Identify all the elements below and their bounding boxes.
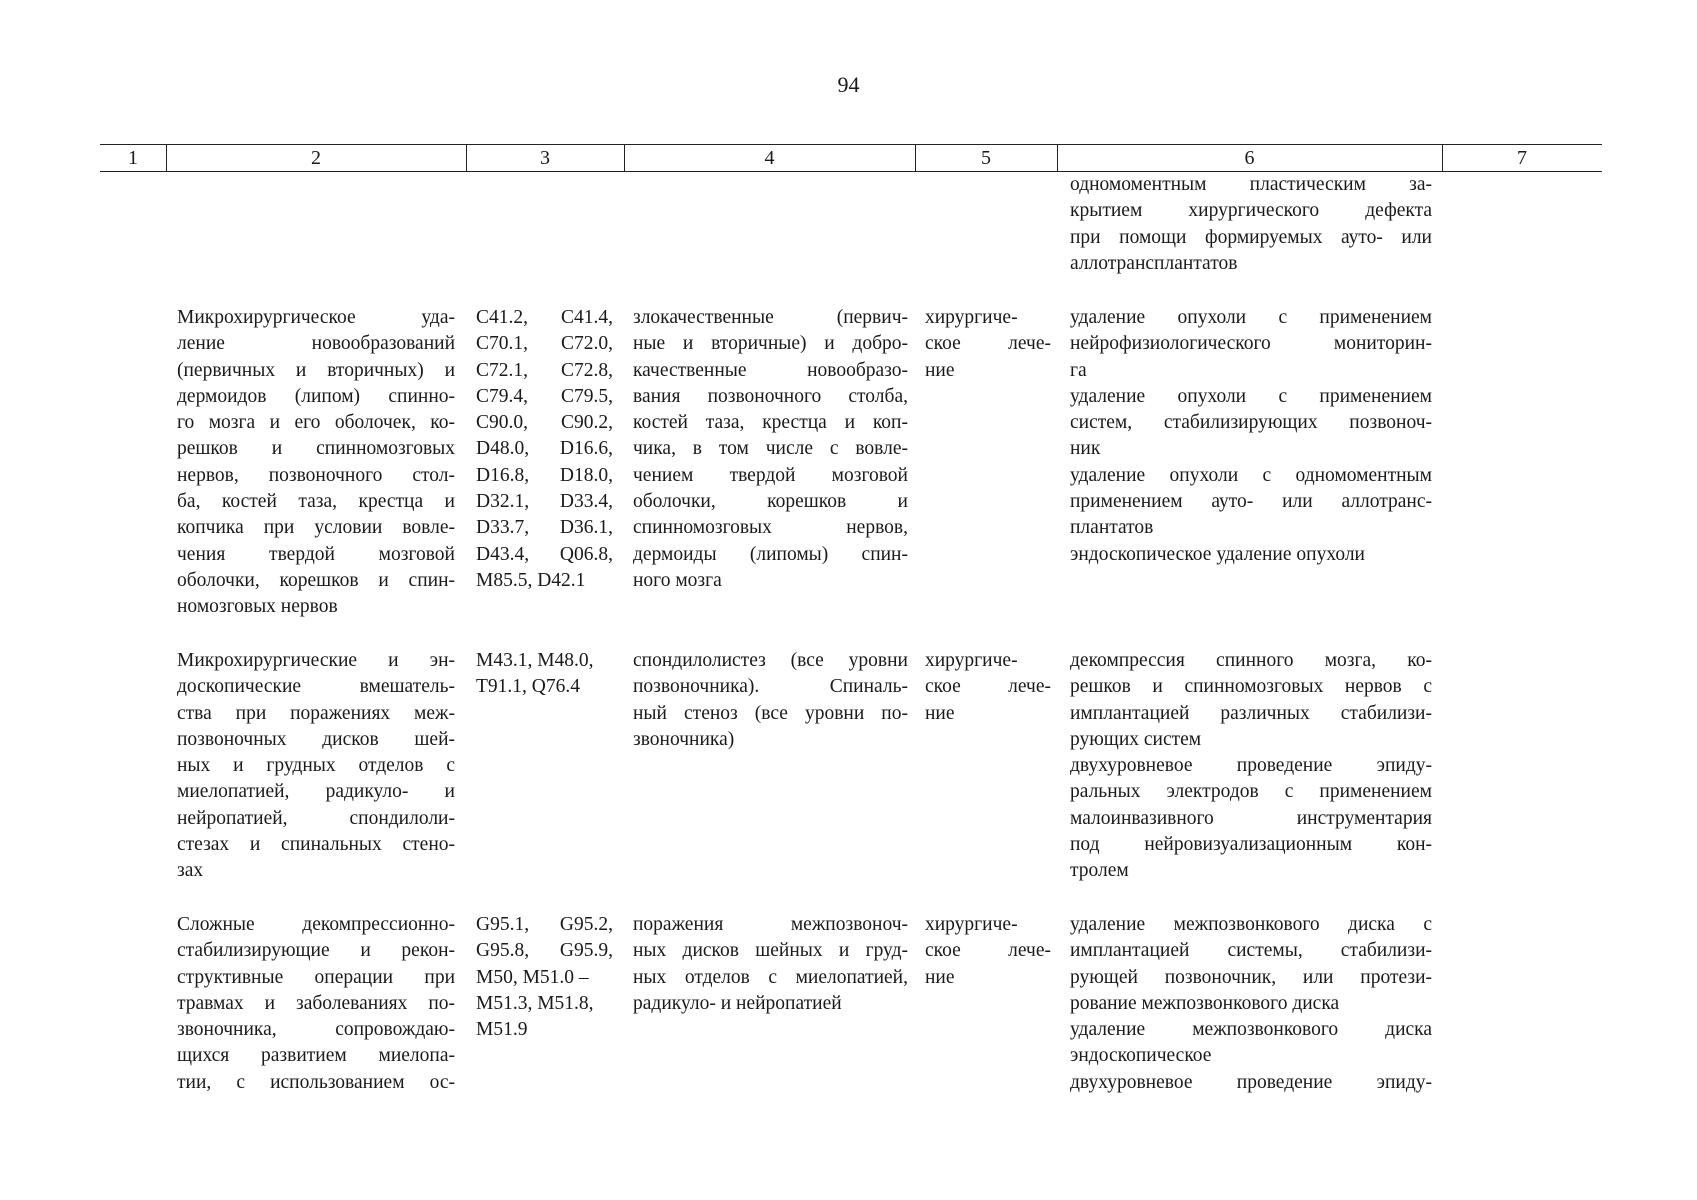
continuation-method-cell: [1070, 172, 1432, 277]
cell-line: структивные операции при: [177, 966, 455, 988]
cell-line: щихся развитием миелопа-: [177, 1045, 455, 1067]
cell-line: D48.0, D16.6,: [476, 438, 613, 460]
cell-line: эндоскопическое удаление опухоли: [1070, 543, 1365, 565]
cell-line: одномоментным пластическим за-: [1070, 174, 1432, 195]
row2-codes-cell: [476, 648, 613, 701]
cell-line: при помощи формируемых ауто- или: [1070, 226, 1432, 248]
cell-line: ское лече-: [925, 940, 1051, 962]
row1-method-cell: [1070, 305, 1432, 568]
row2-treatment-type-cell: [925, 648, 1051, 727]
cell-line: Микрохирургические и эн-: [177, 650, 455, 671]
cell-line: ного мозга: [633, 569, 722, 591]
row3-diagnosis-cell: [633, 912, 908, 1017]
cell-line: ных дисков шейных и груд-: [633, 940, 908, 962]
cell-line: двухуровневое проведение эпиду-: [1070, 755, 1432, 777]
cell-line: D43.4, Q06.8,: [476, 543, 613, 565]
cell-line: C90.0, C90.2,: [476, 412, 613, 434]
cell-line: удаление опухоли с применением: [1070, 385, 1432, 407]
cell-line: нейрофизиологического мониторин-: [1070, 333, 1432, 355]
cell-line: злокачественные (первич-: [633, 307, 908, 328]
cell-line: зах: [177, 860, 204, 882]
cell-line: ства при поражениях меж-: [177, 702, 455, 724]
cell-line: звоночника, сопровождаю-: [177, 1019, 455, 1041]
header-col-1: 1: [128, 147, 138, 169]
cell-line: хирургиче-: [925, 307, 1018, 328]
cell-line: ных отделов с миелопатией,: [633, 966, 908, 988]
row1-treatment-type-cell: [925, 305, 1051, 384]
cell-line: ление новообразований: [177, 333, 455, 355]
cell-line: D33.7, D36.1,: [476, 517, 613, 539]
cell-line: дермоиды (липомы) спин-: [633, 543, 908, 565]
cell-line: декомпрессия спинного мозга, ко-: [1070, 650, 1432, 671]
cell-line: костей таза, крестца и коп-: [633, 412, 908, 434]
cell-line: копчика при условии вовле-: [177, 517, 455, 539]
cell-line: спондилолистез (все уровни: [633, 650, 908, 671]
row1-codes-cell: [476, 305, 613, 594]
cell-line: ское лече-: [925, 676, 1051, 698]
header-col-4: 4: [764, 147, 775, 169]
cell-line: спинномозговых нервов,: [633, 517, 908, 539]
cell-line: хирургиче-: [925, 914, 1018, 935]
row1-diagnosis-cell: [633, 305, 908, 594]
cell-line: ные и вторичные) и добро-: [633, 333, 908, 355]
cell-line: T91.1, Q76.4: [476, 676, 580, 698]
page-number: 94: [837, 72, 860, 97]
cell-line: G95.8, G95.9,: [476, 940, 613, 962]
cell-line: позвоночных дисков шей-: [177, 728, 455, 750]
row2-method-cell: [1070, 648, 1432, 885]
cell-line: го мозга и его оболочек, ко-: [177, 412, 455, 434]
cell-line: M50, M51.0 –: [476, 966, 589, 988]
cell-line: Микрохирургическое уда-: [177, 307, 455, 328]
cell-line: M51.9: [476, 1019, 528, 1041]
cell-line: систем, стабилизирующих позвоноч-: [1070, 412, 1432, 434]
cell-line: M43.1, M48.0,: [476, 650, 594, 671]
cell-line: чения твердой мозговой: [177, 543, 455, 565]
header-col-5: 5: [981, 147, 991, 169]
cell-line: позвоночника). Спиналь-: [633, 676, 908, 698]
cell-line: качественные новообразо-: [633, 359, 908, 381]
row3-codes-cell: [476, 912, 613, 1043]
cell-line: имплантацией различных стабилизи-: [1070, 702, 1432, 724]
cell-line: малоинвазивного инструментария: [1070, 807, 1432, 829]
cell-line: C41.2, C41.4,: [476, 307, 613, 328]
row2-diagnosis-cell: [633, 648, 908, 753]
header-col-7: 7: [1517, 147, 1527, 169]
cell-line: рующей позвоночник, или протези-: [1070, 966, 1432, 988]
cell-line: звоночника): [633, 728, 735, 750]
table-header: [100, 144, 1602, 172]
cell-line: применением ауто- или аллотранс-: [1070, 491, 1432, 513]
cell-line: Сложные декомпрессионно-: [177, 914, 455, 935]
row2-intervention-cell: [177, 648, 455, 885]
cell-line: удаление опухоли с одномоментным: [1070, 464, 1432, 486]
cell-line: нервов, позвоночного стол-: [177, 464, 455, 486]
cell-line: радикуло- и нейропатией: [633, 992, 842, 1014]
cell-line: удаление межпозвонкового диска с: [1070, 914, 1432, 935]
cell-line: миелопатией, радикуло- и: [177, 781, 455, 803]
cell-line: травмах и заболеваниях по-: [177, 992, 455, 1014]
cell-line: нейропатией, спондилоли-: [177, 807, 455, 829]
cell-line: D16.8, D18.0,: [476, 464, 613, 486]
header-col-2: 2: [311, 147, 321, 169]
row3-intervention-cell: [177, 912, 455, 1096]
cell-line: номозговых нервов: [177, 596, 338, 618]
header-col-3: 3: [540, 147, 550, 169]
cell-line: ское лече-: [925, 333, 1051, 355]
cell-line: двухуровневое проведение эпиду-: [1070, 1071, 1432, 1093]
cell-line: ба, костей таза, крестца и: [177, 491, 455, 513]
cell-line: чением твердой мозговой: [633, 464, 908, 486]
cell-line: ных и грудных отделов с: [177, 755, 455, 777]
cell-line: C72.1, C72.8,: [476, 359, 613, 381]
cell-line: аллотрансплантатов: [1070, 252, 1238, 274]
cell-line: (первичных и вторичных) и: [177, 359, 455, 381]
cell-line: под нейровизуализационным кон-: [1070, 834, 1432, 856]
cell-line: D32.1, D33.4,: [476, 491, 613, 513]
cell-line: ние: [925, 359, 955, 381]
cell-line: стезах и спинальных стено-: [177, 834, 455, 856]
cell-line: дермоидов (липом) спинно-: [177, 385, 455, 407]
cell-line: ние: [925, 702, 955, 724]
row3-treatment-type-cell: [925, 912, 1051, 991]
cell-line: га: [1070, 359, 1087, 381]
cell-line: M51.3, M51.8,: [476, 992, 594, 1014]
cell-line: C70.1, C72.0,: [476, 333, 613, 355]
cell-line: поражения межпозвоноч-: [633, 914, 908, 935]
cell-line: решков и спинномозговых: [177, 438, 455, 460]
cell-line: рующих систем: [1070, 728, 1202, 750]
cell-line: чика, в том числе с вовле-: [633, 438, 908, 460]
cell-line: вания позвоночного столба,: [633, 385, 908, 407]
cell-line: ный стеноз (все уровни по-: [633, 702, 908, 724]
cell-line: рование межпозвонкового диска: [1070, 992, 1340, 1014]
cell-line: хирургиче-: [925, 650, 1018, 671]
cell-line: ральных электродов с применением: [1070, 781, 1432, 803]
row3-method-cell: [1070, 912, 1432, 1096]
cell-line: ние: [925, 966, 955, 988]
cell-line: удаление межпозвонкового диска: [1070, 1019, 1432, 1041]
cell-line: оболочки, корешков и спин-: [177, 569, 455, 591]
cell-line: M85.5, D42.1: [476, 569, 586, 591]
cell-line: удаление опухоли с применением: [1070, 307, 1432, 328]
cell-line: G95.1, G95.2,: [476, 914, 613, 935]
cell-line: доскопические вмешатель-: [177, 676, 455, 698]
row1-intervention-cell: [177, 305, 455, 621]
cell-line: крытием хирургического дефекта: [1070, 200, 1432, 222]
cell-line: C79.4, C79.5,: [476, 385, 613, 407]
cell-line: имплантацией системы, стабилизи-: [1070, 940, 1432, 962]
cell-line: тии, с использованием ос-: [177, 1071, 455, 1093]
cell-line: стабилизирующие и рекон-: [177, 940, 455, 962]
header-col-6: 6: [1244, 147, 1255, 169]
cell-line: решков и спинномозговых нервов с: [1070, 676, 1432, 698]
cell-line: ник: [1070, 438, 1101, 460]
cell-line: тролем: [1070, 860, 1129, 882]
cell-line: оболочки, корешков и: [633, 491, 908, 513]
cell-line: эндоскопическое: [1070, 1045, 1212, 1067]
cell-line: плантатов: [1070, 517, 1154, 539]
